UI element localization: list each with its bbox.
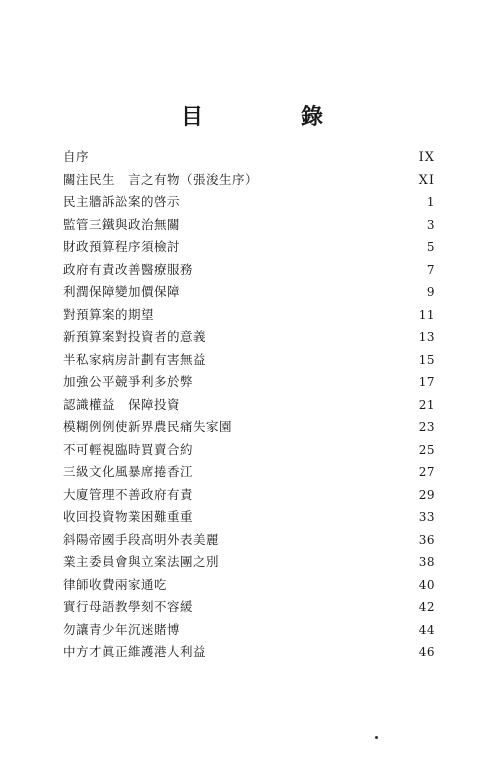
toc-entry-title: 財政預算程序須檢討	[63, 239, 181, 254]
toc-entry-page-number: 23	[418, 420, 435, 434]
toc-entry	[63, 169, 435, 192]
toc-entry-page-number: 46	[418, 645, 435, 659]
toc-entry-title: 業主委員會與立案法團之別	[63, 554, 220, 569]
toc-entry	[63, 146, 435, 169]
toc-entry-page-number: 29	[418, 487, 435, 502]
toc-entry-title: 認識權益 保障投資	[63, 396, 181, 412]
toc-entry-title: 不可輕視臨時買賣合約	[63, 441, 194, 457]
toc-entry	[63, 596, 435, 619]
toc-entry-title: 斜陽帝國手段高明外表美麗	[63, 531, 220, 547]
toc-entry-page-number: 33	[418, 510, 435, 524]
toc-entry	[63, 439, 435, 462]
toc-entry-title: 模糊例例使新界農民痛失家園	[63, 419, 233, 434]
toc-entry-page-number: 13	[418, 330, 435, 344]
toc-entry	[63, 484, 435, 507]
toc-entry-page-number: 36	[418, 532, 435, 547]
toc-entry-page-number: 1	[426, 195, 435, 209]
toc-entry	[63, 529, 435, 552]
toc-entry	[63, 236, 435, 259]
ink-speck-mark	[374, 735, 378, 739]
toc-entry-title: 新預算案對投資者的意義	[63, 329, 207, 344]
toc-entry-title: 律師收費兩家通吃	[63, 576, 168, 592]
toc-entry-title: 收回投資物業困難重重	[63, 509, 194, 524]
toc-entry	[63, 281, 435, 304]
toc-entry-title: 加強公平競爭利多於弊	[63, 374, 194, 389]
toc-entry	[63, 506, 435, 529]
toc-entry	[63, 574, 435, 597]
toc-entry	[63, 326, 435, 349]
toc-entry-page-number: 11	[418, 307, 435, 322]
toc-entry-page-number: 21	[418, 397, 435, 412]
toc-entry	[63, 304, 435, 327]
toc-entry-page-number: 25	[418, 442, 435, 457]
toc-entry-page-number: 9	[426, 285, 435, 299]
toc-entry-title: 半私家病房計劃有害無益	[63, 351, 207, 367]
toc-entry	[63, 259, 435, 282]
toc-entry	[63, 349, 435, 372]
toc-entry	[63, 416, 435, 439]
toc-entry-title: 自序	[63, 149, 90, 164]
toc-entry	[63, 641, 435, 664]
page-title: 目 錄	[180, 105, 361, 130]
toc-entry-page-number: 38	[418, 555, 435, 569]
toc-entry-title: 中方才眞正維護港人利益	[63, 644, 207, 659]
toc-entry	[63, 214, 435, 237]
toc-entry-title: 民主牆訴訟案的啓示	[63, 194, 181, 209]
toc-entry-page-number: 42	[418, 600, 435, 614]
toc-entry-page-number: 5	[426, 240, 435, 254]
toc-entry-title: 勿讓青少年沉迷賭博	[63, 621, 181, 637]
toc-entry-title: 大廈管理不善政府有責	[63, 486, 194, 502]
toc-entry-title: 關注民生 言之有物（張浚生序）	[63, 171, 259, 187]
toc-entry-title: 實行母語教學刻不容緩	[63, 599, 194, 614]
toc-entry-title: 對預算案的期望	[63, 306, 155, 322]
toc-entry-title: 三級文化風暴席捲香江	[63, 464, 194, 479]
toc-entry-title: 利潤保障變加價保障	[63, 284, 181, 299]
toc-entry	[63, 191, 435, 214]
toc-entry	[63, 461, 435, 484]
toc-entry	[63, 371, 435, 394]
toc-entry-page-number: 27	[418, 465, 435, 479]
toc-entry	[63, 619, 435, 642]
toc-entry-page-number: 15	[418, 352, 435, 367]
toc-entry	[63, 551, 435, 574]
toc-entry-page-number: XI	[418, 172, 435, 188]
toc-entry-page-number: 40	[418, 577, 435, 592]
toc-entry-page-number: 17	[418, 375, 435, 389]
toc-entry	[63, 394, 435, 417]
toc-entry-page-number: 3	[426, 217, 435, 232]
toc-entry-title: 監管三鐵與政治無關	[63, 216, 181, 232]
toc-entry-page-number: 44	[418, 622, 435, 637]
toc-entry-page-number: 7	[426, 262, 435, 277]
toc-entry-page-number: IX	[418, 150, 435, 165]
toc-entry-title: 政府有責改善醫療服務	[63, 261, 194, 277]
table-of-contents	[63, 146, 435, 664]
